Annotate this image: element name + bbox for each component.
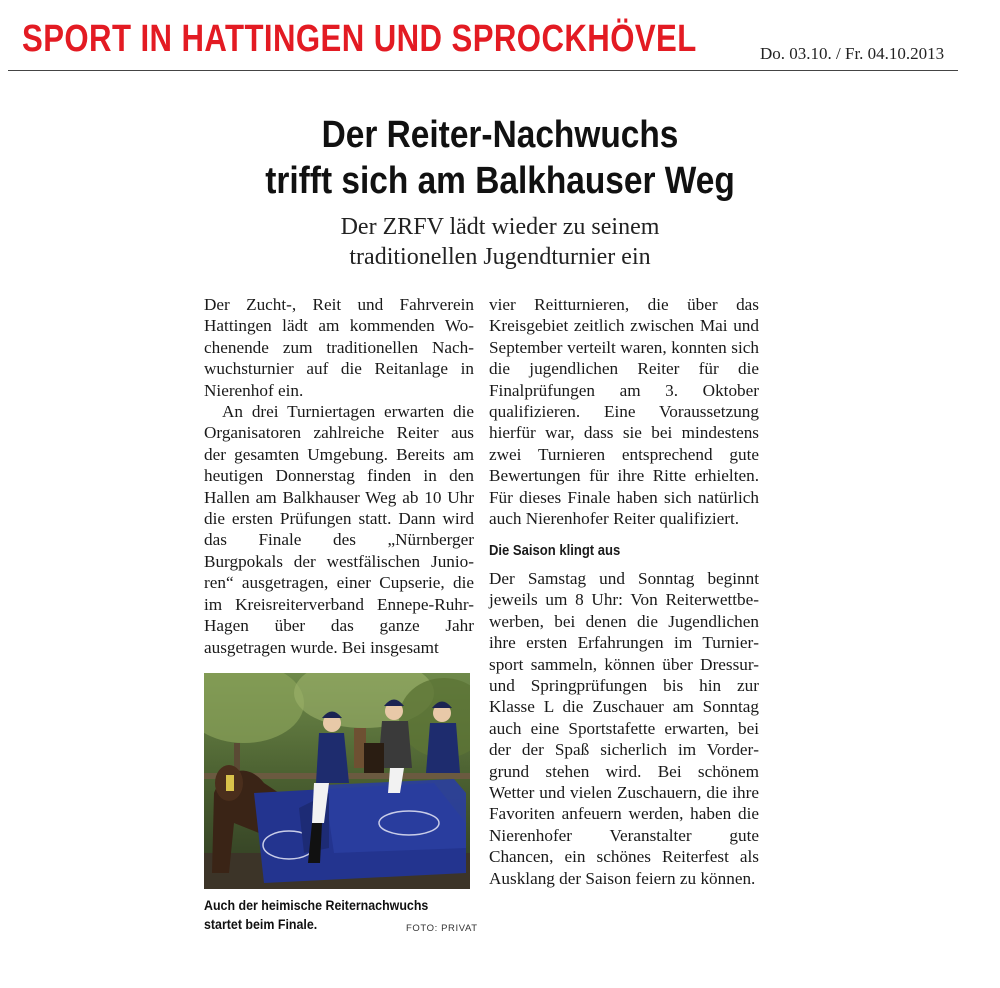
photo-credit: FOTO: PRIVAT xyxy=(406,923,478,934)
article-column-right xyxy=(489,294,759,889)
article-photo xyxy=(204,673,470,889)
issue-date: Do. 03.10. / Fr. 04.10.2013 xyxy=(760,44,945,63)
header-divider xyxy=(8,70,958,71)
headline-line-1: Der Reiter-Nachwuchs xyxy=(321,114,679,156)
caption-line-1: Auch der heimische Reiternachwuchs xyxy=(204,898,429,913)
page-header xyxy=(0,0,1000,78)
paragraph: Der Zucht-, Reit und Fahrverein Hattingen lädt am kommenden Wochenende zum traditionellen Nachwuchsturnier auf die Reitanlage in Nierenhof ein. xyxy=(204,295,474,400)
subheadline-line-2: traditionellen Jugendturnier ein xyxy=(349,244,651,270)
paragraph: Der Samstag und Sonntag beginnt jeweils um 8 Uhr: Von Reiterwettbewerben, bei denen die Jugendlichen ihre ersten Erfahrungen im Turniersport sammeln, können über Dressur- und Springprüfungen bis hin zur Klasse L die Zuschauer am Sonntag auch eine Sportstafette erwarten, bei der der Spaß sicherlich im Vordergrund stehen wird. Bei schönem Wetter und vielen Zuschauern, die ihre Favoriten anfeuern werden, haben die Nierenhofer Veranstalter gute Chancen, ein schönes Reiterfest als Ausklang der Saison feiern zu können. xyxy=(489,568,759,888)
section-title: SPORT IN HATTINGEN UND SPROCKHÖVEL xyxy=(22,18,697,60)
photo-riders-illustration xyxy=(204,673,470,889)
section-subheading: Die Saison klingt aus xyxy=(489,543,621,560)
headline-line-2: trifft sich am Balkhauser Weg xyxy=(265,160,735,202)
caption-line-2: startet beim Finale. xyxy=(204,917,318,932)
paragraph: An drei Turniertagen erwarten die Organisatoren zahlreiche Reiter aus der gesamten Umgebung. Bereits am heutigen Donnerstag finden in den Hallen am Balkhauser Weg ab 10 Uhr die ersten Prüfungen statt. Dann wird das Finale des „Nürnberger Burgpokals der westfälischen Junioren“ ausgetragen, einer Cupserie, die im Kreisreiterverband Ennepe-Ruhr-Hagen über das ganze Jahr ausgetragen wurde. Bei insgesamt xyxy=(204,402,474,657)
article-subheadline xyxy=(230,212,770,272)
article-headline xyxy=(200,112,800,204)
subheadline-line-1: Der ZRFV lädt wieder zu seinem xyxy=(340,214,660,240)
article-column-left xyxy=(204,294,474,658)
paragraph: vier Reitturnieren, die über das Kreisgebiet zeitlich zwischen Mai und September verteilt waren, konnten sich die jugendlichen Reiter für die Finalprüfungen am 3. Oktober qualifizieren. Eine Voraussetzung hierfür war, dass sie bei mindestens zwei Turnieren entsprechend gute Bewertungen für ihre Ritte erhielten. Für dieses Finale haben sich natürlich auch Nierenhofer Reiter qualifiziert. xyxy=(489,295,759,529)
